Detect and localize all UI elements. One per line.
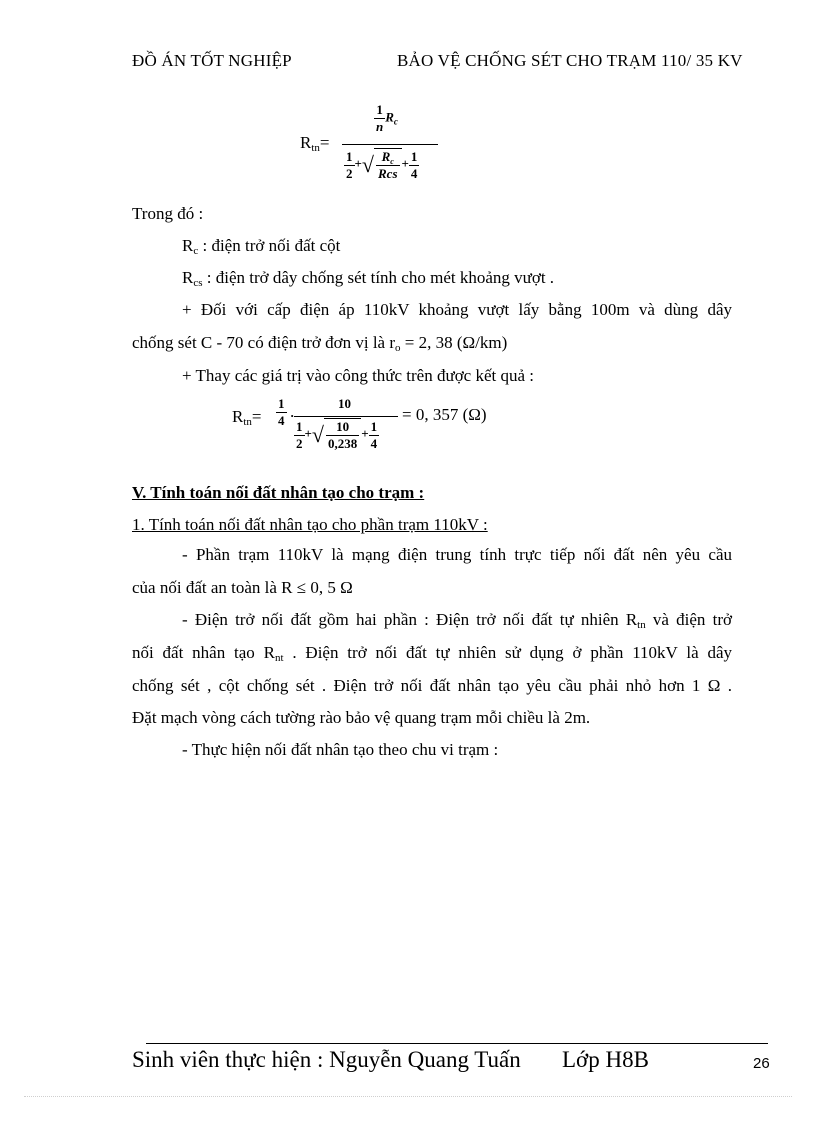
formula2-numerator: 10	[338, 396, 351, 411]
para3-line2: của nối đất an toàn là R ≤ 0, 5 Ω	[132, 578, 353, 597]
subsection-heading-1: 1. Tính toán nối đất nhân tạo cho phần trạm 110kV :	[132, 515, 488, 534]
para3-line1: - Phần trạm 110kV là mạng điện trung tính trực tiếp nối đất nên yêu cầu	[182, 545, 732, 564]
bottom-dotted-line	[24, 1096, 792, 1097]
footer-student: Sinh viên thực hiện : Nguyễn Quang Tuấn	[132, 1047, 521, 1072]
footer-class: Lớp H8B	[562, 1047, 649, 1072]
formula1-denominator: $\frac{1}{2}$ +√ $\frac{R_c}{\text{Rcs}}$ + $\frac{1}{4}$	[346, 148, 418, 181]
para2: + Thay các giá trị vào công thức trên được kết quả :	[182, 366, 535, 385]
formula1-numerator: $\frac{1}{n}$ $R_c$	[376, 102, 398, 134]
formula-rtn-general: $R_{tn}=$ $\frac{1}{n}$ $R_c$ $\frac{1}{2}$ +√ $\frac{R_c}{\text{Rcs}}$ + $\frac{1}{4}$	[300, 100, 500, 190]
formula1-main-bar	[342, 144, 438, 145]
para4-line3: chống sét , cột chống sét . Điện trở nối đất nhân tạo yêu cầu phải nhỏ hơn 1 Ω .	[132, 676, 732, 695]
para1-line1: + Đối với cấp điện áp 110kV khoảng vượt lấy bằng 100m và dùng dây	[182, 300, 732, 319]
para4-line2: nối đất nhân tạo $R_{nt}$ . Điện trở nối đất tự nhiên sử dụng ở phần 110kV là dây	[132, 643, 732, 664]
section-heading-v: V. Tính toán nối đất nhân tạo cho trạm :	[132, 483, 425, 502]
para1-line2: chống sét C - 70 có điện trở đơn vị là $r_o = 2$, 38 (Ω/km)	[132, 333, 508, 354]
formula2-denominator: $\frac{1}{2}$ +√ $\frac{10}{0,238}$ + $\frac{1}{4}$	[296, 418, 378, 451]
para4-line4: Đặt mạch vòng cách tường rào bảo vệ quang trạm mỗi chiều là 2m.	[132, 708, 591, 727]
formula-rtn-result: $R_{tn}=$ $\frac{1}{4}$ · 10 $\frac{1}{2}$ +√ $\frac{10}{0,238}$ + $\frac{1}{4}$ = 0, 357 (Ω)	[232, 396, 487, 451]
definition-rcs: $R_{cs}$ : điện trở dây chống sét tính cho mét khoảng vượt .	[182, 268, 555, 289]
intro-text: Trong đó :	[132, 204, 204, 223]
sqrt-symbol-2: √	[311, 422, 324, 447]
sqrt-symbol: √	[361, 152, 374, 177]
footer-rule	[146, 1043, 768, 1044]
para5: - Thực hiện nối đất nhân tạo theo chu vi trạm :	[182, 740, 499, 759]
page-number: 26	[753, 1055, 770, 1072]
header-left: ĐỒ ÁN TỐT NGHIỆP	[132, 51, 292, 70]
formula2-result: = 0, 357 (Ω)	[402, 405, 487, 424]
formula2-main-bar	[294, 416, 398, 417]
formula1-lhs: R	[300, 133, 312, 152]
para4-line1: - Điện trở nối đất gồm hai phần : Điện trở nối đất tự nhiên $R_{tn}$ và điện trở	[182, 610, 732, 631]
definition-rc: $R_c$ : điện trở nối đất cột	[182, 236, 341, 257]
header-right: BẢO VỆ CHỐNG SÉT CHO TRẠM 110/ 35 KV	[397, 51, 743, 70]
formula2-quarter: $\frac{1}{4}$	[278, 396, 285, 428]
